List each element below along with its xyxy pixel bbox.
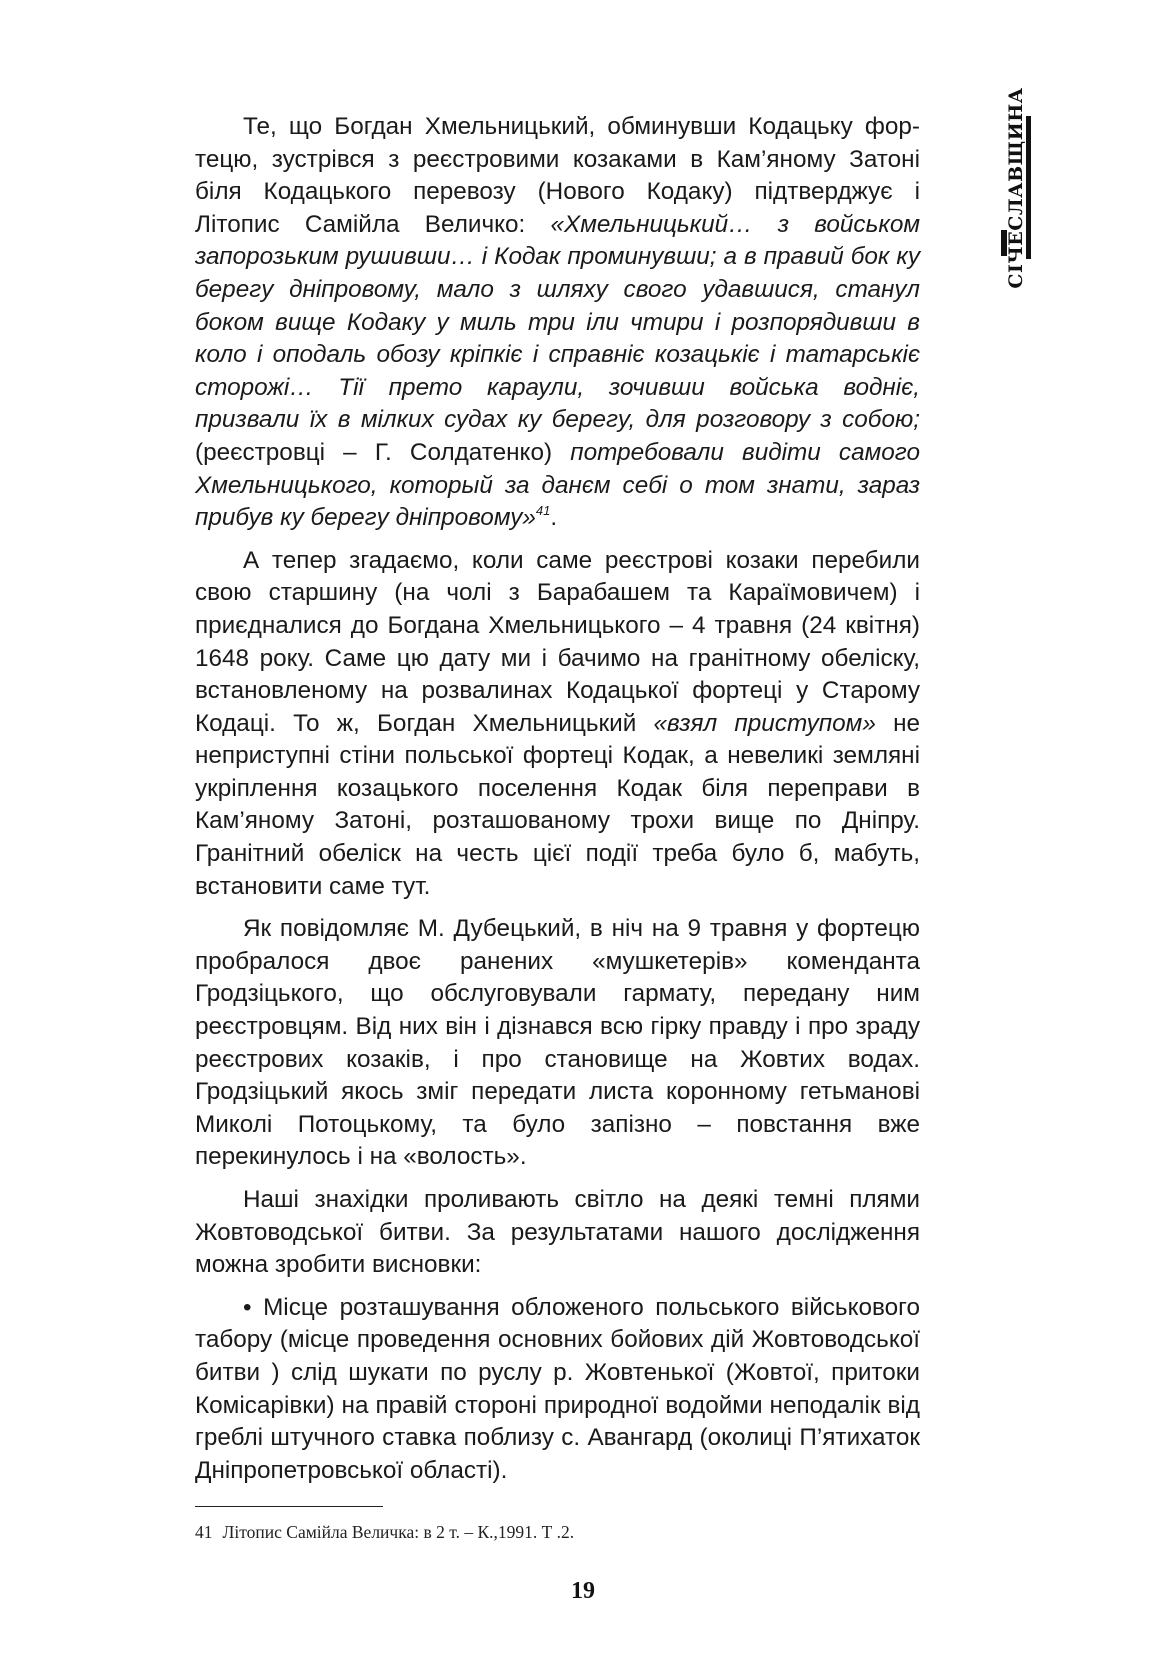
paragraph xyxy=(195,1292,920,1488)
footnote xyxy=(195,1522,574,1543)
main-text xyxy=(195,111,920,1487)
text-run: А тепер згадаємо, коли саме реєстрові козаки перебили свою старшину (на чолі з Барабашем та Караїмовичем) і приєдналися до Богдана Хмельницького – 4 травня (24 квітня) 1648 року. Саме цю дату ми і бачимо на гранітному обеліску, встановленому на розвалинах Кодацької фортеці у Старому Кодаці. То ж, Богдан Хмельницький xyxy=(195,546,920,737)
text-run: • Місце розташування обложеного польського військового табору (місце проведення основних бойових дій Жовтоводської битви ) слід шукати по руслу р. Жовтенької (Жовтої, притоки Комісарівки) на правій стороні природної водойми неподалік від греблі штучного ставка поблизу с. Авангард (околиці П’ятихаток Дніпропетровської області). xyxy=(195,1293,920,1484)
paragraph xyxy=(195,913,920,1174)
footnote-reference: 41 xyxy=(535,503,551,519)
paragraph xyxy=(195,545,920,904)
footnote-rule xyxy=(195,1506,383,1507)
footnote-text: Літопис Самійла Величка: в 2 т. – К.,1991. Т .2. xyxy=(222,1522,575,1542)
paragraph xyxy=(195,111,920,535)
series-logo xyxy=(988,87,1048,289)
quote-text: «Хмельницький… з войськом запорозьким рушивши… і Кодак проминувши; а в правий бок ку берегу дніпровому, мало з шляху свого удавшися, станул боком вище Кодаку у миль три іли чтири і розпорядивши в коло і оподаль обозу кріпкіє і справніє козацькіє і татарськіє сторожі… Тії прето караули, зочивши войська водніє, призвали їх в мілких судах ку берегу, для розговору з собою; xyxy=(195,210,920,434)
text-run: Те, що Богдан Хмельницький, обминувши Кодацьку фортецю, зустрівся з реєстровими козаками в Кам’яному Затоні біля Кодацького перевозу (Нового Кодаку) підтверджує і Літопис Самійла Величко: xyxy=(195,113,920,238)
logo-text: СІЧЕСЛАВЩИНА xyxy=(1005,87,1027,289)
footnote-number: 41 xyxy=(195,1522,213,1542)
text-run: Наші знахідки проливають світло на деякі темні плями Жовтоводської битви. За результатами нашого дослідження можна зробити висновки: xyxy=(195,1186,920,1279)
paragraph xyxy=(195,1184,920,1282)
text-run: . xyxy=(550,504,558,532)
text-run: Як повідомляє М. Дубецький, в ніч на 9 травня у фортецю пробралося двоє ранених «мушкетерів» коменданта Гродзіцького, що обслуговували гармату, передану ним реєстровцям. Від них він і дізнався всю гірку правду і про зраду реєстрових козаків, і про становище на Жовтих водах. Гродзіцький якось зміг передати листа коронному гетьманові Миколі Потоцькому, та було запізно – повстання вже перекинулось і на «волость». xyxy=(195,915,920,1171)
text-run: (реєстровці – Г. Солдатенко) xyxy=(195,438,571,466)
page-number: 19 xyxy=(571,1578,595,1604)
quote-text: «взял приступом» xyxy=(653,709,876,737)
text-run: не неприступні стіни польської фортеці Кодак, а невеликі земляні укріплення козацького поселення Кодак біля переправи в Кам’яному Затоні, розташованому трохи вище по Дніпру. Гранітний обеліск на честь цієї події треба було б, мабуть, встановити саме тут. xyxy=(195,709,921,900)
quote-text: потребовали видіти самого Хмельницького, который за данєм себі о том знати, зараз прибув ку берегу дніпровому» xyxy=(195,438,920,532)
